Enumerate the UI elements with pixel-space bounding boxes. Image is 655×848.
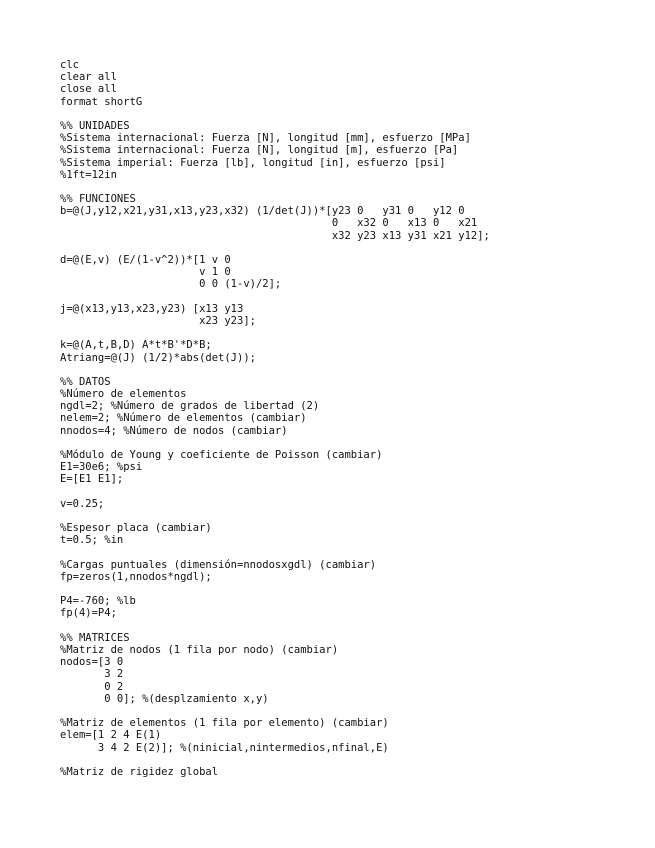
code-line: %Número de elementos bbox=[60, 388, 187, 401]
code-line: %Cargas puntuales (dimensión=nnodosxgdl) (cambiar) bbox=[60, 558, 377, 571]
blank-line bbox=[60, 437, 640, 449]
code-line: nelem=2; %Número de elementos (cambiar) bbox=[60, 412, 307, 425]
code-line: elem=[1 2 4 E(1) bbox=[60, 729, 162, 742]
blank-line bbox=[60, 486, 640, 498]
blank-line bbox=[60, 291, 640, 303]
code-line: E=[E1 E1]; bbox=[60, 473, 124, 486]
blank-line bbox=[60, 510, 640, 522]
code-line: fp=zeros(1,nnodos*ngdl); bbox=[60, 570, 212, 583]
code-line: format shortG bbox=[60, 95, 143, 108]
code-line: 0 x32 0 x13 0 x21 bbox=[60, 217, 478, 230]
code-line: %% DATOS bbox=[60, 375, 111, 388]
code-line: %Módulo de Young y coeficiente de Poisson (cambiar) bbox=[60, 449, 383, 461]
code-line: x23 y23]; bbox=[60, 314, 256, 327]
code-line: v=0.25; bbox=[60, 497, 105, 510]
code-line: d=@(E,v) (E/(1-v^2))*[1 v 0 bbox=[60, 254, 231, 266]
code-line: %Matriz de elementos (1 fila por elemento) (cambiar) bbox=[60, 717, 389, 730]
code-line: close all bbox=[60, 83, 117, 96]
code-line: nodos=[3 0 bbox=[60, 656, 124, 669]
code-line: j=@(x13,y13,x23,y23) [x13 y13 bbox=[60, 302, 244, 315]
code-line: fp(4)=P4; bbox=[60, 607, 117, 620]
code-line: %Sistema internacional: Fuerza [N], longitud [mm], esfuerzo [MPa] bbox=[60, 132, 471, 145]
code-line: %Matriz de rigidez global bbox=[60, 765, 219, 778]
code-line: nnodos=4; %Número de nodos (cambiar) bbox=[60, 424, 288, 437]
blank-line bbox=[60, 242, 640, 254]
blank-line bbox=[60, 181, 640, 193]
blank-line bbox=[60, 327, 640, 339]
code-line: P4=-760; %lb bbox=[60, 595, 136, 608]
code-line: v 1 0 bbox=[60, 266, 231, 279]
blank-line bbox=[60, 364, 640, 376]
blank-line bbox=[60, 547, 640, 559]
code-line: %Sistema imperial: Fuerza [lb], longitud [in], esfuerzo [psi] bbox=[60, 156, 446, 169]
code-line: Atriang=@(J) (1/2)*abs(det(J)); bbox=[60, 351, 256, 364]
code-line: clc bbox=[60, 59, 79, 71]
code-line: clear all bbox=[60, 71, 117, 84]
code-line: %% FUNCIONES bbox=[60, 193, 136, 206]
code-listing bbox=[60, 59, 640, 778]
code-line: %% UNIDADES bbox=[60, 119, 130, 132]
code-line: b=@(J,y12,x21,y31,x13,y23,x32) (1/det(J))*[y23 0 y31 0 y12 0 bbox=[60, 205, 465, 218]
blank-line bbox=[60, 620, 640, 632]
code-line: %1ft=12in bbox=[60, 168, 117, 181]
code-line: x32 y23 x13 y31 x21 y12]; bbox=[60, 229, 490, 242]
blank-line bbox=[60, 583, 640, 595]
code-line: k=@(A,t,B,D) A*t*B'*D*B; bbox=[60, 339, 212, 352]
code-line: ngdl=2; %Número de grados de libertad (2) bbox=[60, 400, 320, 413]
code-line: 0 2 bbox=[60, 680, 124, 693]
code-line: E1=30e6; %psi bbox=[60, 461, 143, 474]
code-line: 3 4 2 E(2)]; %(ninicial,nintermedios,nfinal,E) bbox=[60, 741, 389, 754]
code-line: 0 0 (1-v)/2]; bbox=[60, 278, 282, 291]
blank-line bbox=[60, 108, 640, 120]
code-line: %Sistema internacional: Fuerza [N], longitud [m], esfuerzo [Pa] bbox=[60, 144, 459, 157]
blank-line bbox=[60, 705, 640, 717]
blank-line bbox=[60, 754, 640, 766]
code-line: %Matriz de nodos (1 fila por nodo) (cambiar) bbox=[60, 644, 339, 656]
code-line: t=0.5; %in bbox=[60, 534, 124, 547]
code-line: 0 0]; %(desplzamiento x,y) bbox=[60, 692, 269, 705]
code-line: 3 2 bbox=[60, 668, 124, 681]
code-line: %Espesor placa (cambiar) bbox=[60, 522, 212, 535]
code-line: %% MATRICES bbox=[60, 631, 130, 644]
